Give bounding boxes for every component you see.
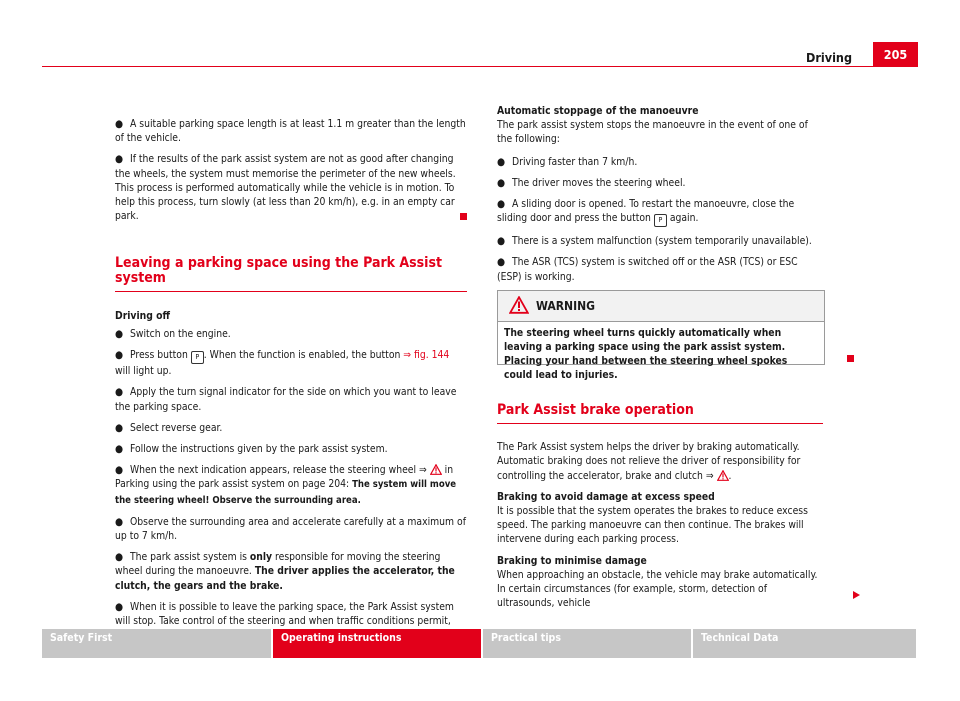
paragraph: It is possible that the system operates the brakes to reduce excess speed. The parking manoeuvre can then continue. The brakes will intervene during each parking process. — [497, 505, 808, 546]
list-item: ● Switch on the engine. — [115, 328, 231, 341]
park-assist-button-icon: P — [191, 351, 204, 364]
list-item: ● Apply the turn signal indicator for the side on which you want to leave the parking space. — [115, 386, 457, 413]
list-item: ● If the results of the park assist system are not as good after changing the wheels, the system must memorise the perimeter of the new wheels. This process is performed automatically while the vehicle is in motion. To help this process, turn slowly (at less than 20 km/h), e.g. in an empty car park. — [115, 152, 467, 223]
footer-nav — [42, 629, 918, 658]
tab-safety-first[interactable]: Safety First — [42, 629, 271, 658]
page-number: 205 — [873, 42, 918, 67]
list-item: ● Press button P . When the function is enabled, the button ⇒ fig. 144 will light up. — [115, 349, 450, 378]
section-title: Park Assist brake operation — [497, 403, 823, 424]
warning-title: WARNING — [536, 299, 595, 313]
list-item: ● Follow the instructions given by the park assist system. — [115, 443, 388, 456]
list-item: ● The park assist system is only responsible for moving the steering wheel during the manoeuvre. The driver applies the accelerator, the clutch, the gears and the brake. — [115, 551, 455, 592]
right-column — [497, 104, 823, 291]
list-item: ● There is a system malfunction (system temporarily unavailable). — [497, 235, 812, 248]
warning-box — [497, 290, 825, 381]
tab-technical-data[interactable]: Technical Data — [693, 629, 916, 658]
warning-triangle-icon — [717, 470, 729, 481]
end-marker — [847, 355, 854, 362]
warning-triangle-icon — [509, 296, 529, 314]
figure-link[interactable]: ⇒ fig. 144 — [403, 349, 450, 362]
end-marker — [460, 213, 467, 220]
list-item: ● When the next indication appears, release the steering wheel ⇒ in Parking using the park assist system on page 204: The system will move the steering wheel! Observe the surrounding area. — [115, 464, 457, 506]
list-item: ● Driving faster than 7 km/h. — [497, 155, 638, 168]
header-rule — [42, 66, 918, 67]
subheading: Automatic stoppage of the manoeuvre — [497, 105, 699, 117]
right-lower-column — [497, 403, 823, 617]
subheading: Braking to minimise damage — [497, 554, 647, 567]
continue-arrow-icon — [852, 590, 862, 600]
tab-operating-instructions[interactable]: Operating instructions — [273, 629, 481, 658]
subheading: Braking to avoid damage at excess speed — [497, 490, 715, 503]
page-title: Driving — [806, 50, 852, 65]
list-item: ● Observe the surrounding area and accelerate carefully at a maximum of up to 7 km/h. — [115, 515, 466, 543]
list-item: ● A sliding door is opened. To restart the manoeuvre, close the sliding door and press the button P again. — [497, 197, 823, 227]
list-item: ● The driver moves the steering wheel. — [497, 176, 686, 189]
subheading: Driving off — [115, 309, 170, 322]
tab-practical-tips[interactable]: Practical tips — [483, 629, 691, 658]
paragraph: The park assist system stops the manoeuvre in the event of one of the following: — [497, 119, 808, 146]
paragraph: When approaching an obstacle, the vehicle may brake automatically. In certain circumstances (for example, storm, detection of ultrasounds, vehicle — [497, 568, 818, 610]
warning-text: The steering wheel turns quickly automatically when leaving a parking space using the park assist system. Placing your hand between the steering wheel spokes could lead to injuries. — [504, 327, 788, 381]
park-assist-button-icon: P — [654, 214, 667, 227]
warning-triangle-icon — [430, 464, 442, 475]
warning-header — [498, 291, 824, 322]
list-item: ● The ASR (TCS) system is switched off or the ASR (TCS) or ESC (ESP) is working. — [497, 256, 798, 283]
paragraph: The Park Assist system helps the driver by braking automatically. Automatic braking does not relieve the driver of responsibility for controlling the accelerator, brake and clutch ⇒ . — [497, 441, 801, 482]
left-column — [115, 117, 467, 649]
list-item: ● A suitable parking space length is at least 1.1 m greater than the length of the vehicle. — [115, 118, 466, 145]
list-item: ● Select reverse gear. — [115, 421, 223, 434]
section-title: Leaving a parking space using the Park Assist system — [115, 256, 467, 291]
list-item: ● When it is possible to leave the parking space, the Park Assist system will stop. Take control of the steering and when traffic conditions permit, — [115, 600, 454, 628]
